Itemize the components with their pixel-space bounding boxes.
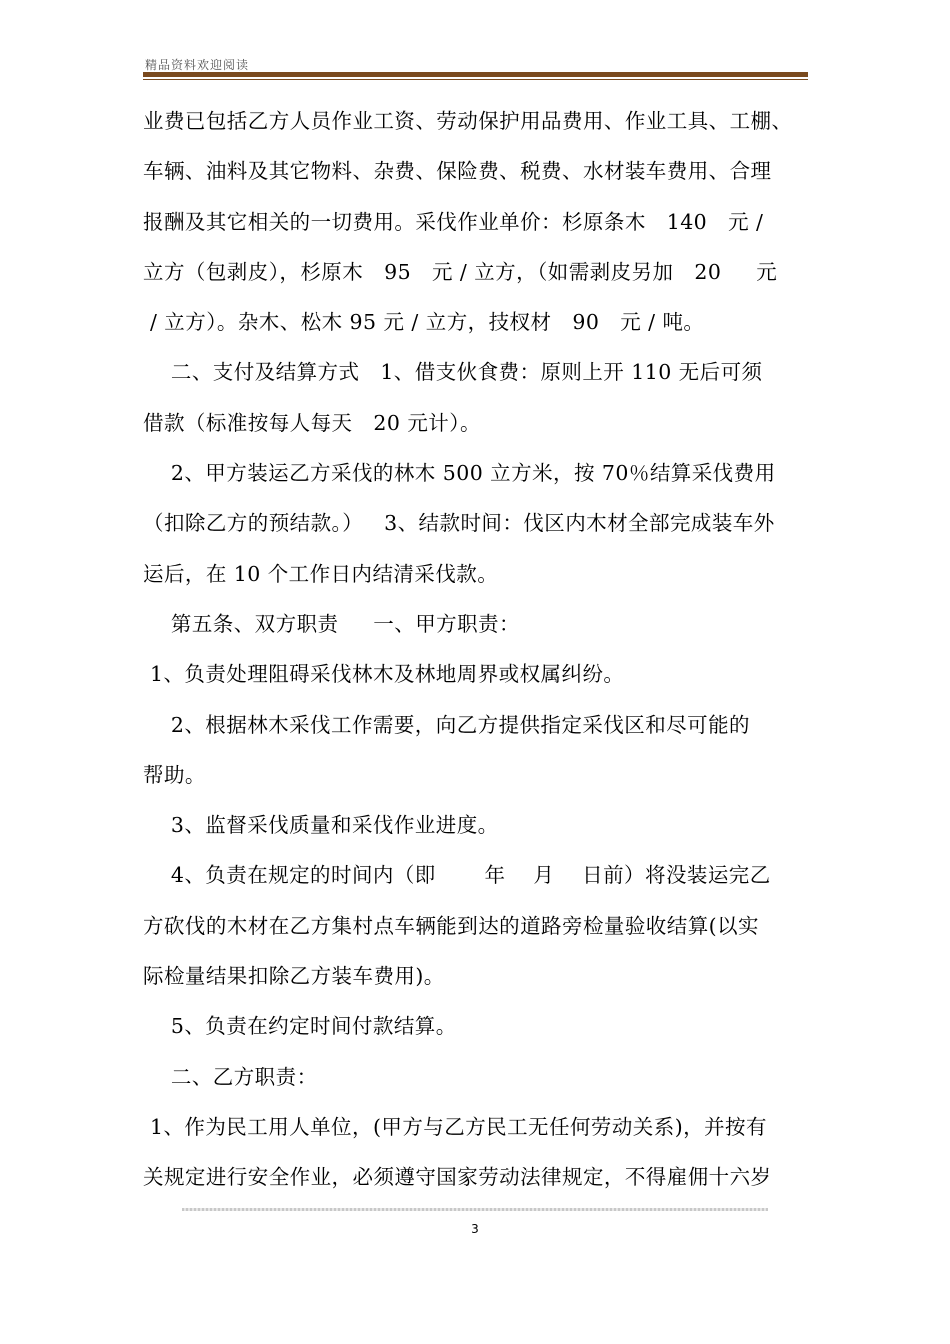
body-line: 帮助。 xyxy=(143,762,206,787)
body-line: / 立方）。杂木、松木 95 元 / 立方，技杈材 90 元 / 吨。 xyxy=(143,310,705,335)
body-line: 际检量结果扣除乙方装车费用)。 xyxy=(143,964,445,989)
body-line: 关规定进行安全作业，必须遵守国家劳动法律规定，不得雇佣十六岁 xyxy=(143,1165,772,1190)
body-line: 业费已包括乙方人员作业工资、劳动保护用品费用、作业工具、工棚、 xyxy=(143,109,793,133)
body-line: 二、乙方职责： xyxy=(143,1064,318,1089)
body-line: 借款（标准按每人每天 20 元计）。 xyxy=(143,410,481,435)
body-line: 4、负责在规定的时间内（即 年 月 日前）将没装运完乙 xyxy=(143,863,771,888)
footer-rule xyxy=(182,1208,768,1211)
body-line: 1、作为民工用人单位，(甲方与乙方民工无任何劳动关系)，并按有 xyxy=(143,1114,767,1139)
header-rule xyxy=(143,72,808,77)
header-rule-thin xyxy=(143,79,808,80)
body-line: 1、负责处理阻碍采伐林木及林地周界或权属纠纷。 xyxy=(143,662,625,687)
body-line: 第五条、双方职责 一、甲方职责： xyxy=(143,611,520,636)
page-header-title: 精品资料欢迎阅读 xyxy=(145,58,250,72)
body-line: 2、根据林木采伐工作需要，向乙方提供指定采伐区和尽可能的 xyxy=(143,712,751,737)
body-line: 3、监督采伐质量和采伐作业进度。 xyxy=(143,813,499,838)
body-line: 5、负责在约定时间付款结算。 xyxy=(143,1014,457,1039)
body-line: 报酬及其它相关的一切费用。采伐作业单价：杉原条木 140 元 / xyxy=(143,209,764,234)
page-number: 3 xyxy=(471,1222,479,1236)
body-line: 运后，在 10 个工作日内结清采伐款。 xyxy=(143,561,499,586)
body-line: （扣除乙方的预结款。） 3、结款时间：伐区内木材全部完成装车外 xyxy=(143,511,775,536)
body-line: 立方（包剥皮），杉原木 95 元 / 立方，（如需剥皮另加 20 元 xyxy=(143,259,778,284)
document-body xyxy=(143,96,818,1203)
body-line: 二、支付及结算方式 1、借支伙食费：原则上开 110 无后可须 xyxy=(143,360,763,385)
body-line: 车辆、油料及其它物料、杂费、保险费、税费、水材装车费用、合理 xyxy=(143,159,772,184)
body-line: 方砍伐的木材在乙方集村点车辆能到达的道路旁检量验收结算(以实 xyxy=(143,913,759,938)
body-line: 2、甲方装运乙方采伐的林木 500 立方米，按 70％结算采伐费用 xyxy=(143,461,776,486)
